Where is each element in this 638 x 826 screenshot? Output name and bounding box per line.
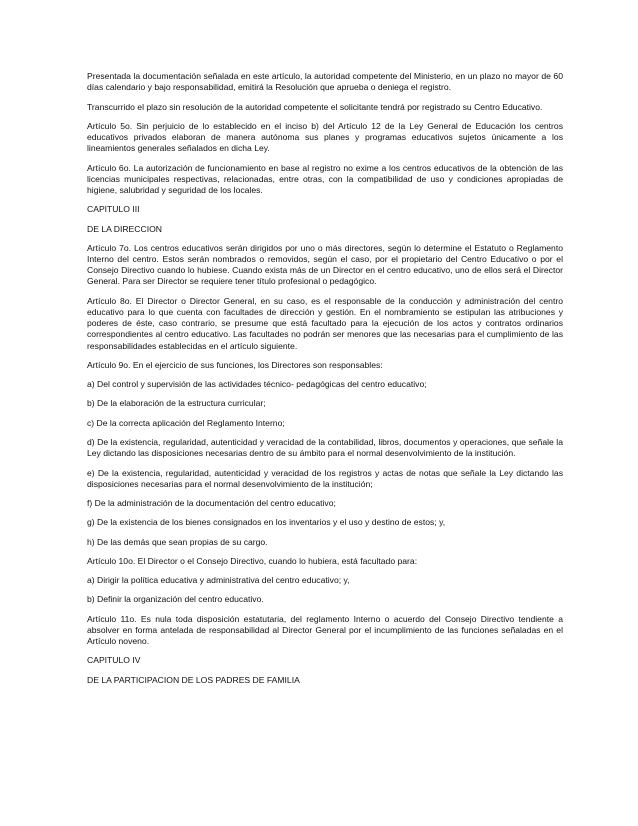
- article-10: Artículo 10o. El Director o el Consejo Directivo, cuando lo hubiera, está facultado para:: [87, 555, 418, 566]
- article-9-item-e: e) De la existencia, regularidad, autenticidad y veracidad de los registros y actas de notas que señale la Ley dictando las disposiciones necesarias para el normal desenvolvimiento de la institución;: [87, 467, 563, 489]
- article-6: Artículo 6o. La autorización de funcionamiento en base al registro no exime a los centros educativos de la obtención de las licencias municipales respectivas, relacionadas, entre otras, con la compatibilidad de uso y condiciones apropiadas de higiene, salubridad y seguridad de los locales.: [87, 162, 563, 195]
- article-9-item-d: d) De la existencia, regularidad, autenticidad y veracidad de la contabilidad, libros, documentos y operaciones, que señale la Ley dictando las disposiciones necesarias dentro de su ámbito para el normal desenvolvimiento de la institución.: [87, 437, 563, 459]
- article-8: Artículo 8o. El Director o Director General, en su caso, es el responsable de la conducción y administración del centro educativo para lo que cuenta con facultades de dirección y gestión. En el nombramiento se estipulan las atribuciones y poderes de éste, caso contrario, se presume que está facultado para la ejecución de los actos y contratos ordinarios correspondientes al centro educativo. Las facultades no podrán ser menores que las necesarias para el cumplimiento de las responsabilidades establecidas en el artículo siguiente.: [87, 295, 563, 351]
- article-11: Artículo 11o. Es nula toda disposición estatutaria, del reglamento Interno o acuerdo del Consejo Directivo tendiente a absolver en forma antelada de responsabilidad al Director General por el incumplimiento de las funciones señaladas en el Artículo noveno.: [87, 613, 563, 647]
- chapter-iii-title: DE LA DIRECCION: [87, 223, 162, 234]
- article-9-item-f: f) De la administración de la documentación del centro educativo;: [87, 498, 336, 508]
- chapter-iii-heading: CAPITULO III: [87, 204, 140, 215]
- article-9: Artículo 9o. En el ejercicio de sus funciones, los Directores son responsables:: [87, 359, 383, 370]
- article-5: Artículo 5o. Sin perjuicio de lo establecido en el inciso b) del Artículo 12 de la Ley General de Educación los centros educativos privados elaboran de manera autónoma sus planes y programas educativos sujetos únicamente a los lineamientos generales señalados en dicha Ley.: [87, 120, 563, 154]
- paragraph-documentacion: Presentada la documentación señalada en este artículo, la autoridad competente del Ministerio, en un plazo no mayor de 60 días calendario y bajo responsabilidad, emitirá la Resolución que aprueba o deniega el registro.: [87, 71, 563, 93]
- article-10-item-a: a) Dirigir la política educativa y administrativa del centro educativo; y,: [87, 575, 350, 586]
- article-9-item-b: b) De la elaboración de la estructura curricular;: [87, 398, 266, 409]
- chapter-iv-title: DE LA PARTICIPACION DE LOS PADRES DE FAMILIA: [87, 674, 300, 685]
- article-9-item-g: g) De la existencia de los bienes consignados en los inventarios y el uso y destino de estos; y,: [87, 517, 446, 528]
- article-9-item-c: c) De la correcta aplicación del Reglamento Interno;: [87, 417, 285, 428]
- article-9-item-h: h) De las demás que sean propias de su cargo.: [87, 536, 268, 547]
- chapter-iv-heading: CAPITULO IV: [87, 655, 141, 666]
- article-7: Artículo 7o. Los centros educativos serán dirigidos por uno o más directores, según lo determine el Estatuto o Reglamento Interno del centro. Estos serán nombrados o removidos, según el caso, por el propietario del Centro Educativo o por el Consejo Directivo cuando lo hubiese. Cuando exista más de un Director en el centro educativo, uno de ellos será el Director General. Para ser Director se requiere tener título profesional o pedagógico.: [87, 242, 563, 287]
- article-9-item-a: a) Del control y supervisión de las actividades técnico- pedagógicas del centro educativo;: [87, 379, 427, 390]
- article-10-item-b: b) Definir la organización del centro educativo.: [87, 594, 264, 605]
- document-body: [87, 71, 563, 694]
- paragraph-transcurrido: Transcurrido el plazo sin resolución de la autoridad competente el solicitante tendrá por registrado su Centro Educativo.: [87, 101, 543, 112]
